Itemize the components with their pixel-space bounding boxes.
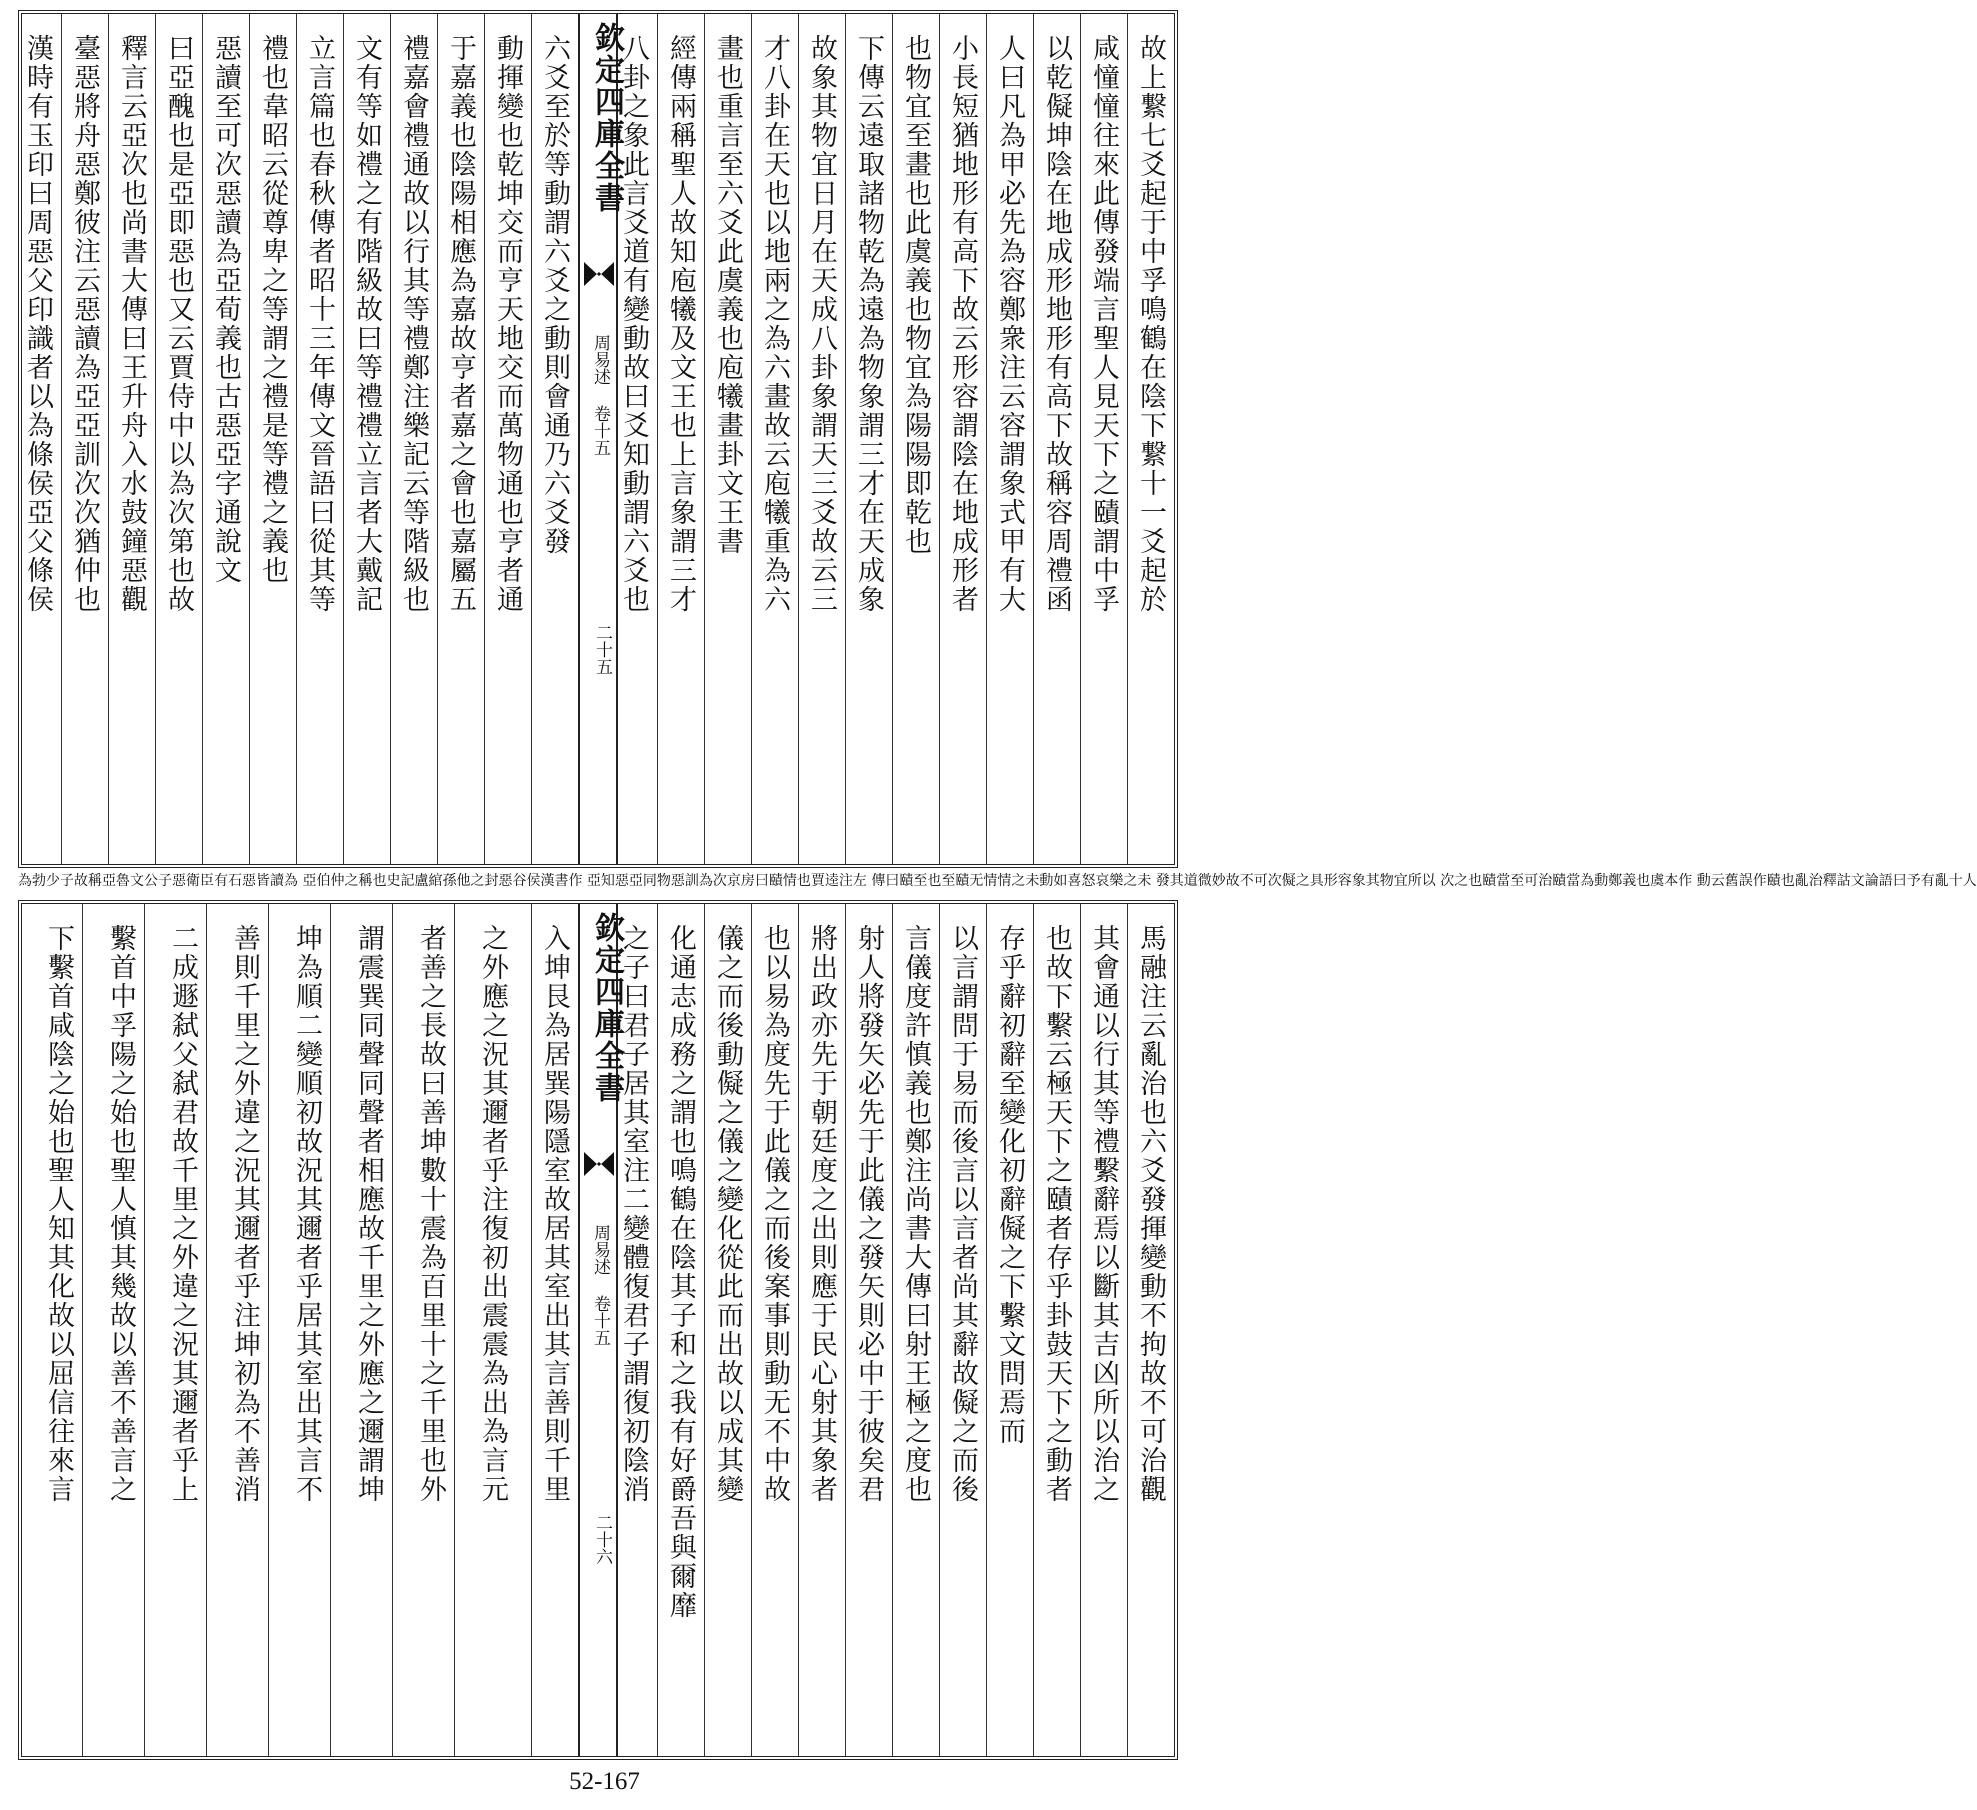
text-column: 下傳云遠取諸物乾為遠為物象謂三才在天成象 bbox=[845, 14, 892, 864]
text-column: 咸憧憧往來此傳發端言聖人見天下之賾謂中孚 bbox=[1080, 14, 1127, 864]
continuation-line: 發其道微妙故不可次儗之具形容象其物宜所以 bbox=[1155, 873, 1436, 889]
text-column: 射人將發矢必先于此儀之發矢則必中于彼矣君 bbox=[845, 904, 892, 1756]
text-column: 六爻至於等動謂六爻之動則會通乃六爻發 bbox=[531, 14, 578, 864]
text-column: 坤為順二變順初故況其邇者乎居其室出其言不 bbox=[268, 904, 330, 1756]
text-column: 將出政亦先于朝廷度之出則應于民心射其象者 bbox=[798, 904, 845, 1756]
book-title: 欽定四庫全書 bbox=[589, 22, 624, 214]
bottom-right-text-block bbox=[618, 904, 1174, 1756]
book-title: 欽定四庫全書 bbox=[589, 912, 624, 1104]
text-column: 者善之長故曰善坤數十震為百里十之千里也外 bbox=[392, 904, 454, 1756]
text-column: 立言篇也春秋傳者昭十三年傳文晉語曰從其等 bbox=[296, 14, 343, 864]
continuation-line: 亞知惡亞同物惡訓為次京房曰賾情也賈逵注左 bbox=[586, 873, 867, 889]
text-column: 釋言云亞次也尚書大傳曰王升舟入水鼓鐘惡觀 bbox=[108, 14, 155, 864]
text-column: 以乾儗坤陰在地成形地形有高下故稱容周禮函 bbox=[1033, 14, 1080, 864]
text-column: 言儀度許慎義也鄭注尚書大傳曰射王極之度也 bbox=[892, 904, 939, 1756]
text-column: 以言謂問于易而後言以言者尚其辭故儗之而後 bbox=[939, 904, 986, 1756]
continuation-line: 傳曰賾至也至賾无情情之未動如喜怒哀樂之未 bbox=[871, 873, 1152, 889]
text-column: 八卦之象此言爻道有變動故曰爻知動謂六爻也 bbox=[618, 34, 649, 614]
text-column: 其會通以行其等禮繫辭焉以斷其吉凶所以治之 bbox=[1080, 904, 1127, 1756]
volume-label: 周易述 卷十五 bbox=[590, 334, 610, 456]
text-column: 也物宜至畫也此虞義也物宜為陽陽即乾也 bbox=[892, 14, 939, 864]
text-column: 謂震巽同聲同聲者相應故千里之外應之邇謂坤 bbox=[330, 904, 392, 1756]
text-column: 也以易為度先于此儀之而後案事則動无不中故 bbox=[751, 904, 798, 1756]
page-number: 二十六 bbox=[592, 1514, 612, 1565]
text-column: 畫也重言至六爻此虞義也庖犧畫卦文王書 bbox=[704, 14, 751, 864]
page-number: 二十五 bbox=[592, 624, 612, 675]
top-left-text-block bbox=[22, 14, 578, 864]
top-page-continuation bbox=[18, 870, 1977, 896]
text-column: 文有等如禮之有階級故曰等禮禮立言者大戴記 bbox=[343, 14, 390, 864]
text-column: 禮也韋昭云從尊卑之等謂之禮是等禮之義也 bbox=[249, 14, 296, 864]
continuation-line: 為勃少子故稱亞魯文公子惡衛臣有石惡皆讀為 bbox=[18, 873, 298, 889]
text-column: 繫首中孚陽之始也聖人慎其幾故以善不善言之 bbox=[82, 904, 144, 1756]
bottom-left-text-block bbox=[22, 904, 578, 1756]
text-column: 存乎辭初辭至變化初辭儗之下繫文問焉而 bbox=[986, 904, 1033, 1756]
text-column: 漢時有玉印曰周惡父印識者以為條侯亞父條侯 bbox=[22, 34, 53, 614]
text-column: 下繫首咸陰之始也聖人知其化故以屈信往來言 bbox=[43, 924, 74, 1504]
text-column: 臺惡將舟惡鄭彼注云惡讀為亞亞訓次次猶仲也 bbox=[61, 14, 108, 864]
volume-label: 周易述 卷十五 bbox=[590, 1224, 610, 1346]
text-column: 曰亞醜也是亞即惡也又云賈侍中以為次第也故 bbox=[155, 14, 202, 864]
bottom-page-frame bbox=[18, 900, 1178, 1760]
text-column: 入坤艮為居巽陽隱室故居其室出其言善則千里 bbox=[531, 904, 578, 1756]
top-right-text-block bbox=[618, 14, 1174, 864]
text-column: 故上繋七爻起于中孚鳴鶴在陰下繋十一爻起於 bbox=[1127, 14, 1174, 864]
text-column: 經傳兩稱聖人故知庖犧及文王也上言象謂三才 bbox=[657, 14, 704, 864]
page-footer-label: 52-167 bbox=[569, 1768, 640, 1795]
text-column: 禮嘉會禮通故以行其等禮鄭注樂記云等階級也 bbox=[390, 14, 437, 864]
text-column: 之子曰君子居其室注二變體復君子謂復初陰消 bbox=[618, 924, 649, 1504]
text-column: 惡讀至可次惡讀為亞荀義也古惡亞字通說文 bbox=[202, 14, 249, 864]
continuation-line: 動云舊誤作賾也亂治釋詁文論語曰予有亂十人 bbox=[1696, 873, 1977, 889]
bottom-center-strip bbox=[578, 904, 624, 1756]
top-page-frame bbox=[18, 10, 1178, 868]
top-center-strip bbox=[578, 14, 624, 864]
text-column: 人曰凡為甲必先為容鄭衆注云容謂象式甲有大 bbox=[986, 14, 1033, 864]
fishtail-ornament-icon bbox=[584, 1152, 614, 1176]
text-column: 儀之而後動儗之儀之變化從此而出故以成其變 bbox=[704, 904, 751, 1756]
text-column: 于嘉義也陰陽相應為嘉故亨者嘉之會也嘉屬五 bbox=[437, 14, 484, 864]
continuation-line: 次之也賾當至可治賾當為動鄭義也虞本作 bbox=[1440, 873, 1693, 889]
text-column: 馬融注云亂治也六爻發揮變動不拘故不可治觀 bbox=[1127, 904, 1174, 1756]
text-column: 之外應之況其邇者乎注復初出震震為出為言元 bbox=[454, 904, 516, 1756]
text-column: 化通志成務之謂也鳴鶴在陰其子和之我有好爵吾與爾靡 bbox=[657, 904, 704, 1756]
fishtail-ornament-icon bbox=[584, 262, 614, 286]
text-column: 故象其物宜日月在天成八卦象謂天三爻故云三 bbox=[798, 14, 845, 864]
text-column: 動揮變也乾坤交而亨天地交而萬物通也亨者通 bbox=[484, 14, 531, 864]
text-column: 也故下繫云極天下之賾者存乎卦鼓天下之動者 bbox=[1033, 904, 1080, 1756]
text-column: 善則千里之外違之況其邇者乎注坤初為不善消 bbox=[206, 904, 268, 1756]
text-column: 小長短猶地形有高下故云形容謂陰在地成形者 bbox=[939, 14, 986, 864]
continuation-line: 亞伯仲之稱也史記盧綰孫他之封惡谷侯漢書作 bbox=[302, 873, 583, 889]
text-column: 二成遯弑父弑君故千里之外違之況其邇者乎上 bbox=[144, 904, 206, 1756]
text-column: 才八卦在天也以地兩之為六畫故云庖犧重為六 bbox=[751, 14, 798, 864]
